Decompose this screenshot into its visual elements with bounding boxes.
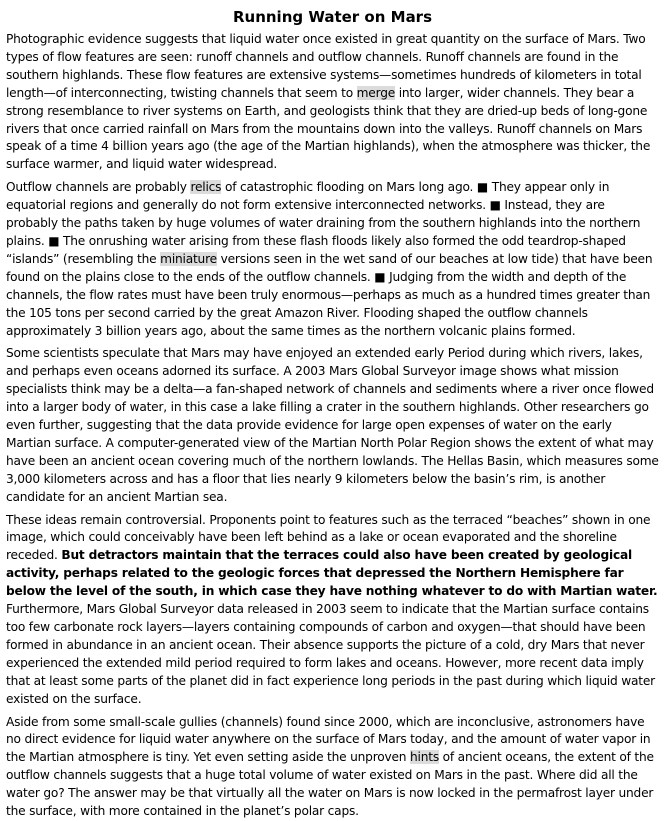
p5-text-b: of ancient oceans, the extent of the outflow channels suggests that a huge total volume of water existed on Mars in the past. Where did all the water go? The answer may be that virtually all the water on Mars is now locked in the permafrost layer under the surface, with more contained in the planet’s polar caps. <box>6 750 654 819</box>
p2-text-g: Judging from the width and depth of the channels, the flow rates must have been truly enormous—perhaps as much as a hundred times greater than the 105 tons per second carried by the great Amazon River. Flooding shaped the outflow channels approximately 3 billion years ago, about the same times as the northern volcanic plains formed. <box>6 269 651 338</box>
bold-highlighted-sentence: But detractors maintain that the terraces could also have been created by geological activity, perhaps related to the geologic forces that depressed the Northern Hemisphere far below the level of the south, in which case they have nothing whatever to do with Martian water. <box>6 548 658 599</box>
p4-text-b: Furthermore, Mars Global Surveyor data released in 2003 seem to indicate that the Martian surface contains too few carbonate rock layers—layers containing compounds of carbon and oxygen—that should have been formed in abundance in an ancient ocean. Their absence supports the picture of a cold, dry Mars that never experienced the extended mild period required to form lakes and oceans. However, more recent data imply that at least some parts of the planet did in fact experience long periods in the past during which liquid water existed on the surface. <box>6 602 655 706</box>
paragraph-5 <box>6 714 659 821</box>
p5-text-a: Aside from some small-scale gullies (channels) found since 2000, which are inconclusive, astronomers have no direct evidence for liquid water anywhere on the surface of Mars today, and the amount of water vapor in the Martian atmosphere is tiny. Yet even setting aside the unproven <box>6 714 651 765</box>
p2-text-f: versions seen in the wet sand of our beaches at low tide) that have been found on the plains close to the ends of the outflow channels. <box>6 251 653 284</box>
highlighted-word-relics[interactable]: relics <box>190 180 222 195</box>
p4-text-a: These ideas remain controversial. Proponents point to features such as the terraced “beaches” shown in one image, which could conceivably have been left behind as a lake or ocean evaporated and the shoreline receded. <box>6 512 651 563</box>
paragraph-2 <box>6 179 659 340</box>
insert-square-marker-1[interactable]: ■ <box>476 180 489 195</box>
passage-title: Running Water on Mars <box>232 8 433 26</box>
highlighted-word-miniature[interactable]: miniature <box>160 251 217 266</box>
reading-passage <box>0 7 664 821</box>
paragraph-4 <box>6 512 659 709</box>
p1-text-a: Photographic evidence suggests that liquid water once existed in great quantity on the surface of Mars. Two types of flow features are seen: runoff channels and outflow channels. Runoff channels are found in the southern highlands. These flow features are extensive systems—sometimes hundreds of kilometers in total length—of interconnecting, twisting channels that seem to <box>6 32 646 100</box>
p1-text-b: into larger, wider channels. They bear a strong resemblance to river systems on Earth, and geologists think that they are dried-up beds of long-gone rivers that once carried rainfall on Mars from the mountains down into the valleys. Runoff channels on Mars speak of a time 4 billion years ago (the age of the Martian highlands), when the atmosphere was thicker, the surface warmer, and liquid water widespread. <box>6 85 651 172</box>
paragraph-1 <box>6 31 659 174</box>
insert-square-marker-4[interactable]: ■ <box>374 269 386 284</box>
highlighted-word-merge[interactable]: merge <box>356 85 396 100</box>
p2-text-e: The onrushing water arising from these flash floods likely also formed the odd teardrop-shaped “islands” (resembling the <box>6 233 626 266</box>
insert-square-marker-2[interactable]: ■ <box>489 198 501 213</box>
insert-square-marker-3[interactable]: ■ <box>48 233 60 248</box>
p2-text-b: of catastrophic flooding on Mars long ago. <box>221 180 477 195</box>
p2-text-a: Outflow channels are probably <box>6 180 191 195</box>
paragraph-3: Some scientists speculate that Mars may have enjoyed an extended early Period during which rivers, lakes, and perhaps even oceans adorned its surface. A 2003 Mars Global Surveyor image shows what mission specialists think may be a delta—a fan-shaped network of channels and sediments where a river once flowed into a larger body of water, in this case a lake filling a crater in the southern highlands. Other researchers go even further, suggesting that the data provide evidence for large open expenses of water on the early Martian surface. A computer-generated view of the Martian North Polar Region shows the extent of what may have been an ancient ocean covering much of the northern lowlands. The Hellas Basin, which measures some 3,000 kilometers across and has a floor that lies nearly 9 kilometers below the basin’s rim, is another candidate for an ancient Martian sea. <box>6 346 659 504</box>
highlighted-word-hints[interactable]: hints <box>410 750 439 765</box>
p2-text-d: Instead, they are probably the paths taken by huge volumes of water draining from the southern highlands into the northern plains. <box>6 198 641 248</box>
p2-text-c: They appear only in equatorial regions and generally do not form extensive interconnected networks. <box>6 180 610 213</box>
